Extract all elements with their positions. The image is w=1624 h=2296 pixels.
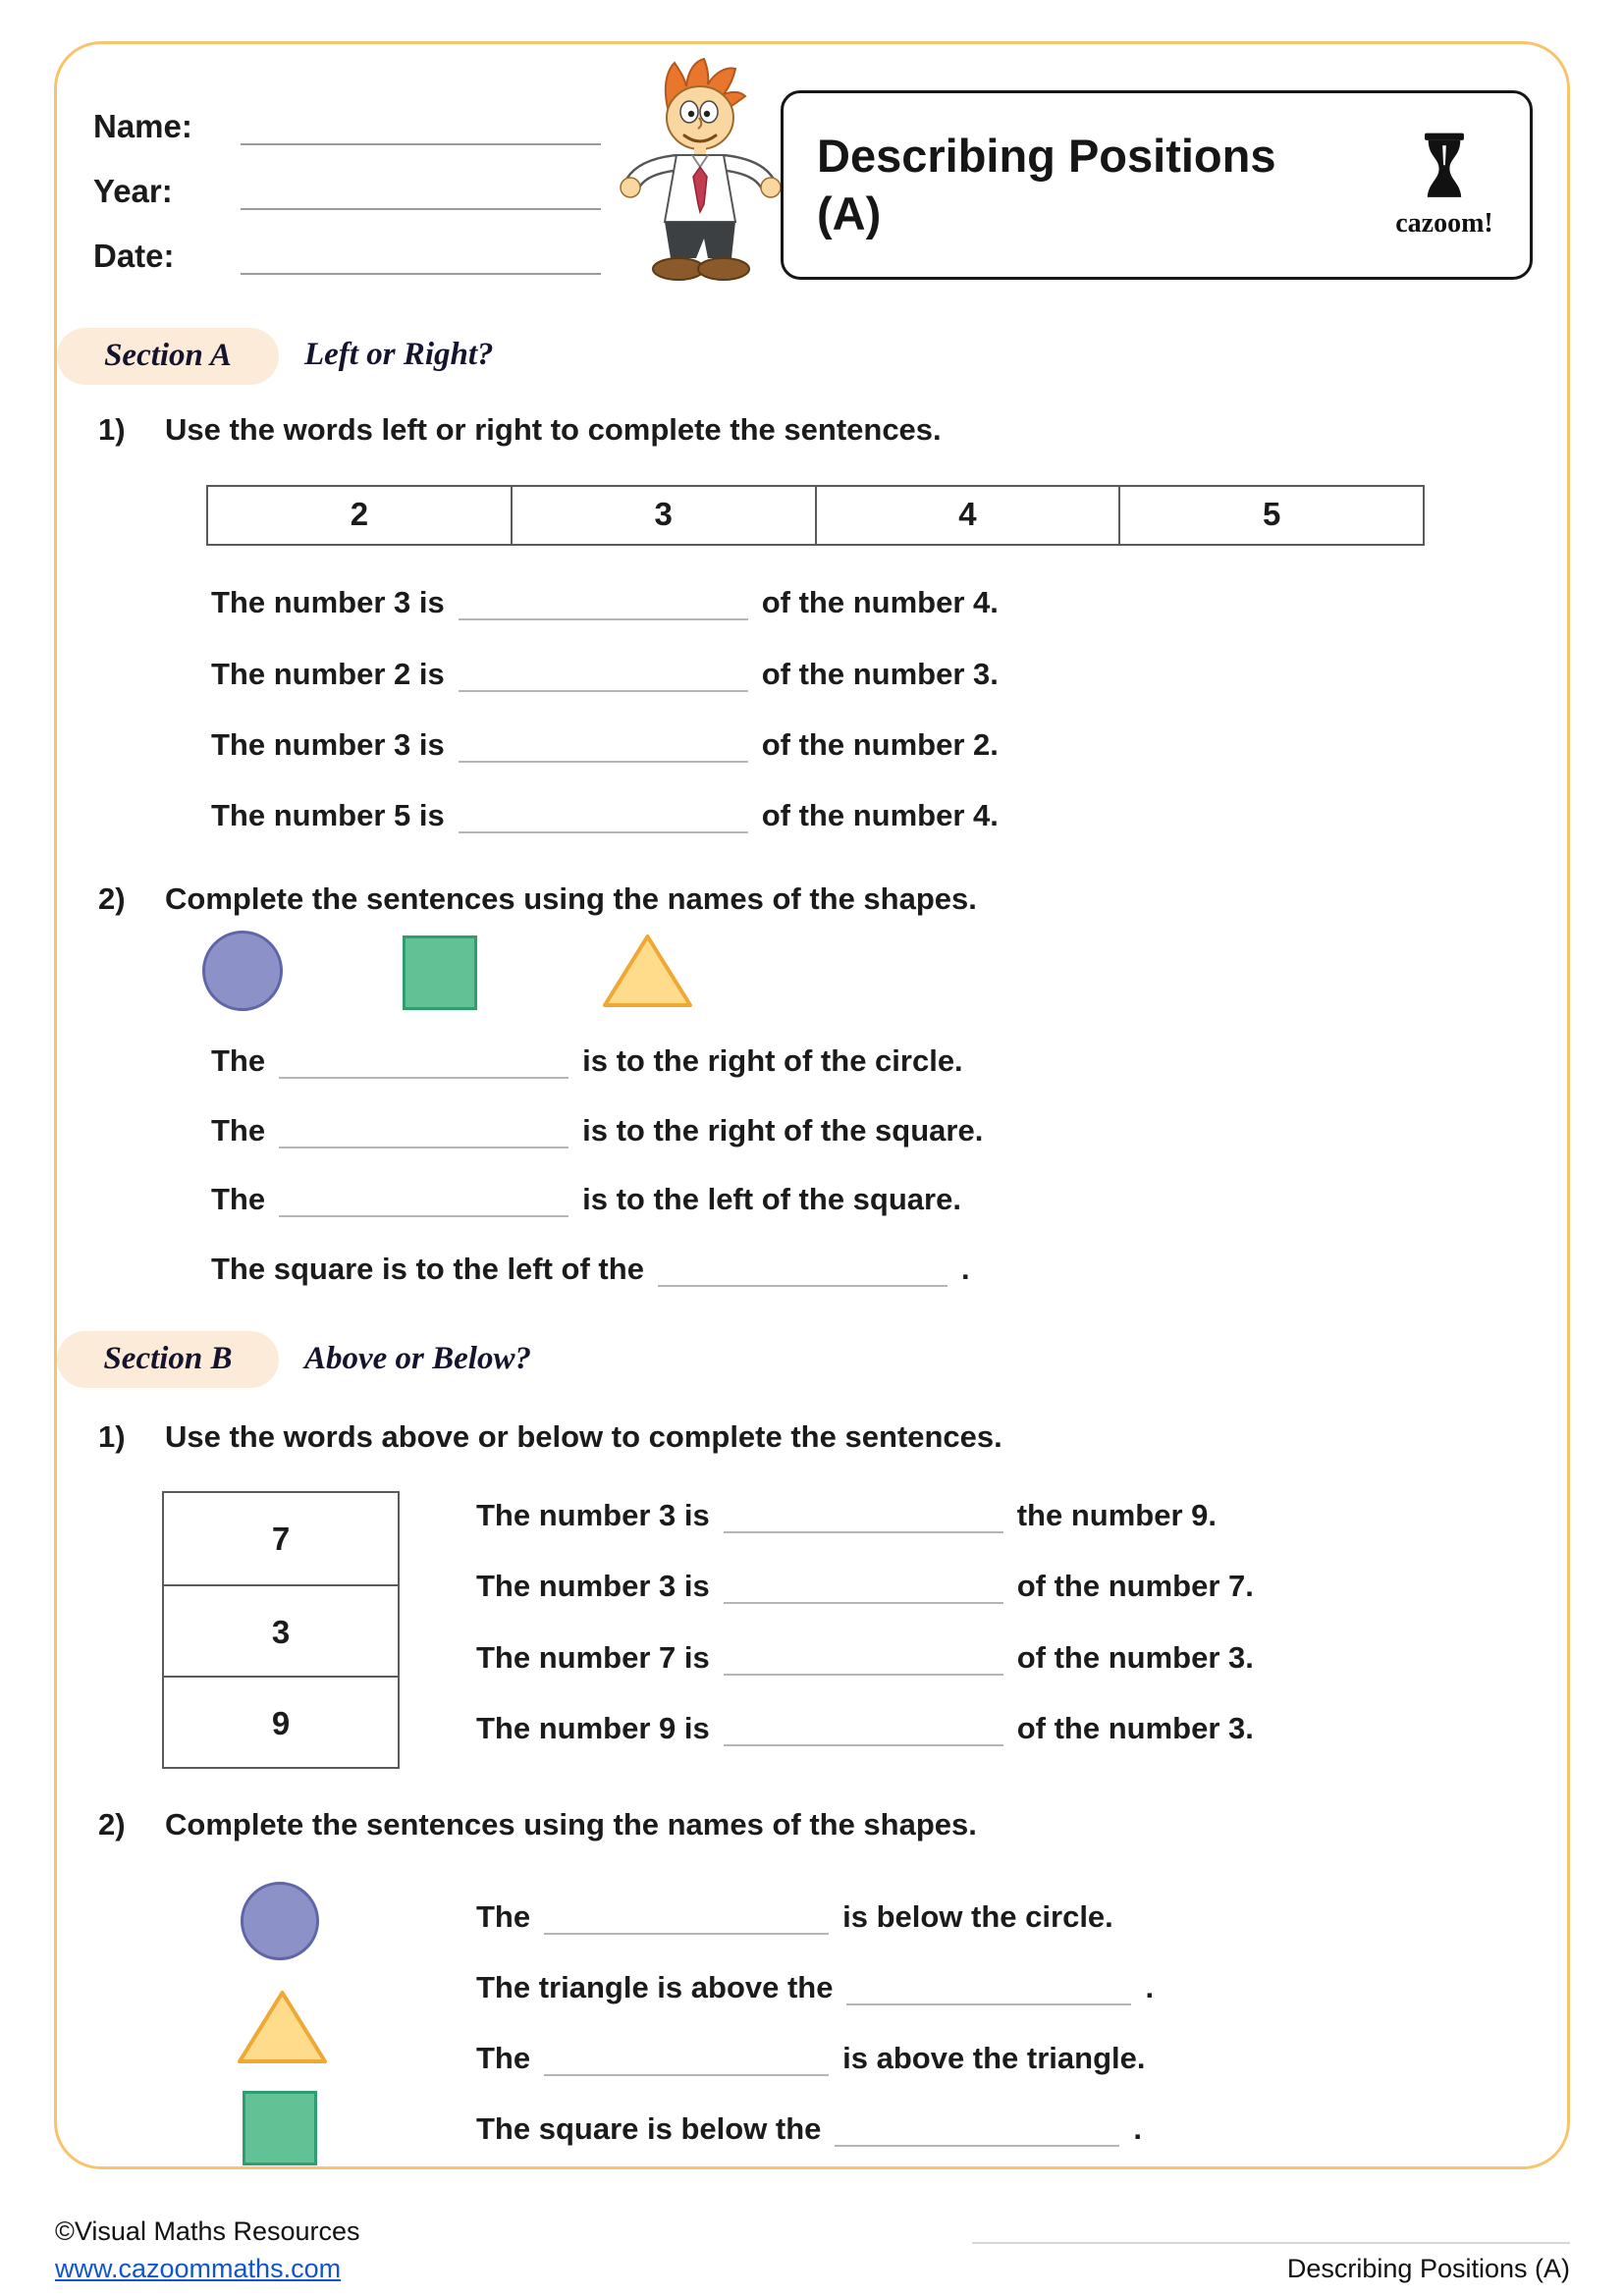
number-cell: 2 xyxy=(350,496,369,532)
sentence-pre: The number 3 is xyxy=(211,585,445,619)
circle-shape xyxy=(202,931,283,1011)
date-input-line[interactable] xyxy=(241,234,601,275)
fill-in-sentence xyxy=(476,1899,1113,1935)
fill-in-sentence xyxy=(211,798,999,833)
name-input-line[interactable] xyxy=(241,104,601,145)
fill-in-sentence xyxy=(211,727,999,763)
sentence-post: . xyxy=(960,1252,970,1286)
fill-in-sentence xyxy=(476,1970,1154,2005)
section-a-subtitle: Left or Right? xyxy=(304,337,494,372)
triangle-shape xyxy=(236,1989,329,2070)
section-b-pill xyxy=(57,1331,279,1388)
mascot-illustration xyxy=(614,57,795,300)
sentence-post: the number 9. xyxy=(1016,1498,1217,1532)
answer-blank[interactable] xyxy=(279,1113,568,1148)
title-box xyxy=(781,90,1533,280)
worksheet-title xyxy=(784,128,1373,243)
cazoom-logo xyxy=(1373,131,1530,240)
square-shape xyxy=(243,2091,317,2165)
year-field-row xyxy=(93,169,601,210)
section-a-q1-prompt: Use the words left or right to complete the sentences. xyxy=(165,412,942,447)
number-row-table xyxy=(206,485,1425,546)
number-cell: 9 xyxy=(164,1676,398,1767)
sentence-post: is above the triangle. xyxy=(842,2041,1146,2075)
answer-blank[interactable] xyxy=(846,1970,1131,2005)
sentence-pre: The xyxy=(211,1182,266,1216)
sentence-post: . xyxy=(1145,1970,1155,2004)
fill-in-sentence xyxy=(211,1252,970,1287)
sentence-pre: The number 7 is xyxy=(476,1640,710,1675)
fill-in-sentence xyxy=(476,1498,1217,1533)
sentence-pre: The xyxy=(476,2041,531,2075)
cazoom-logo-text: cazoom! xyxy=(1395,208,1493,239)
answer-blank[interactable] xyxy=(459,657,748,692)
fill-in-sentence xyxy=(476,2111,1142,2147)
sentence-pre: The xyxy=(211,1113,266,1148)
title-line-1: Describing Positions xyxy=(817,129,1276,182)
title-line-2: (A) xyxy=(817,187,882,240)
sentence-post: of the number 2. xyxy=(761,727,999,762)
sentence-post: . xyxy=(1133,2111,1143,2146)
answer-blank[interactable] xyxy=(544,2041,829,2076)
number-cell: 3 xyxy=(164,1584,398,1676)
answer-blank[interactable] xyxy=(658,1252,947,1287)
number-cell: 7 xyxy=(271,1521,291,1557)
sentence-post: of the number 4. xyxy=(761,585,999,619)
section-b-q1-number: 1) xyxy=(98,1419,126,1454)
footer-divider xyxy=(972,2242,1570,2244)
footer-copyright: ©Visual Maths Resources xyxy=(55,2216,360,2246)
section-b-q1-prompt: Use the words above or below to complete the sentences. xyxy=(165,1419,1002,1454)
triangle-shape xyxy=(601,933,694,1014)
number-cell: 3 xyxy=(511,487,815,544)
fill-in-sentence xyxy=(211,1182,961,1217)
number-column-table xyxy=(162,1491,400,1769)
section-a-pill xyxy=(57,328,279,385)
number-cell: 4 xyxy=(815,487,1119,544)
sentence-pre: The number 2 is xyxy=(211,657,445,691)
fill-in-sentence xyxy=(211,585,999,620)
year-label: Year: xyxy=(93,173,173,209)
sentence-pre: The number 3 is xyxy=(211,727,445,762)
sentence-post: of the number 7. xyxy=(1016,1569,1254,1603)
sentence-pre: The number 3 is xyxy=(476,1569,710,1603)
sentence-post: is to the right of the circle. xyxy=(582,1043,963,1078)
page-border xyxy=(54,41,1570,2169)
answer-blank[interactable] xyxy=(279,1182,568,1217)
sentence-pre: The triangle is above the xyxy=(476,1970,834,2004)
footer-website-link[interactable]: www.cazoommaths.com xyxy=(55,2254,342,2283)
number-cell: 5 xyxy=(1118,487,1423,544)
cazoom-logo-icon xyxy=(1416,131,1473,203)
sentence-pre: The xyxy=(476,1899,531,1934)
footer-worksheet-name: Describing Positions (A) xyxy=(1286,2254,1570,2283)
date-field-row xyxy=(93,234,601,275)
fill-in-sentence xyxy=(476,1569,1254,1604)
sentence-post: of the number 4. xyxy=(761,798,999,832)
answer-blank[interactable] xyxy=(724,1498,1003,1533)
sentence-pre: The number 5 is xyxy=(211,798,445,832)
section-b-q2-prompt: Complete the sentences using the names of the shapes. xyxy=(165,1807,977,1842)
sentence-pre: The xyxy=(211,1043,266,1078)
year-input-line[interactable] xyxy=(241,169,601,210)
section-a-q1-number: 1) xyxy=(98,412,126,447)
answer-blank[interactable] xyxy=(544,1899,829,1935)
date-label: Date: xyxy=(93,238,175,274)
fill-in-sentence xyxy=(476,1711,1254,1746)
fill-in-sentence xyxy=(476,2041,1146,2076)
sentence-pre: The square is to the left of the xyxy=(211,1252,644,1286)
answer-blank[interactable] xyxy=(459,798,748,833)
fill-in-sentence xyxy=(211,657,999,692)
sentence-post: of the number 3. xyxy=(761,657,999,691)
fill-in-sentence xyxy=(211,1113,983,1148)
fill-in-sentence xyxy=(211,1043,963,1079)
answer-blank[interactable] xyxy=(724,1569,1003,1604)
sentence-post: is to the right of the square. xyxy=(582,1113,984,1148)
sentence-post: is to the left of the square. xyxy=(582,1182,961,1216)
section-a-label: Section A xyxy=(104,338,232,373)
sentence-post: of the number 3. xyxy=(1016,1640,1254,1675)
sentence-post: is below the circle. xyxy=(842,1899,1113,1934)
square-shape xyxy=(403,935,477,1010)
circle-shape xyxy=(241,1882,319,1960)
section-b-q2-number: 2) xyxy=(98,1807,126,1842)
section-a-q2-prompt: Complete the sentences using the names of the shapes. xyxy=(165,881,977,916)
answer-blank[interactable] xyxy=(459,727,748,763)
section-b-label: Section B xyxy=(103,1341,233,1376)
sentence-pre: The number 9 is xyxy=(476,1711,710,1745)
answer-blank[interactable] xyxy=(835,2111,1119,2147)
section-b-subtitle: Above or Below? xyxy=(304,1341,531,1376)
section-a-q2-number: 2) xyxy=(98,881,126,916)
name-field-row xyxy=(93,104,601,145)
answer-blank[interactable] xyxy=(724,1711,1003,1746)
sentence-pre: The number 3 is xyxy=(476,1498,710,1532)
cartoon-mascot xyxy=(614,57,795,305)
answer-blank[interactable] xyxy=(279,1043,568,1079)
name-label: Name: xyxy=(93,108,192,144)
answer-blank[interactable] xyxy=(724,1640,1003,1676)
sentence-post: of the number 3. xyxy=(1016,1711,1254,1745)
sentence-pre: The square is below the xyxy=(476,2111,822,2146)
fill-in-sentence xyxy=(476,1640,1254,1676)
answer-blank[interactable] xyxy=(459,585,748,620)
